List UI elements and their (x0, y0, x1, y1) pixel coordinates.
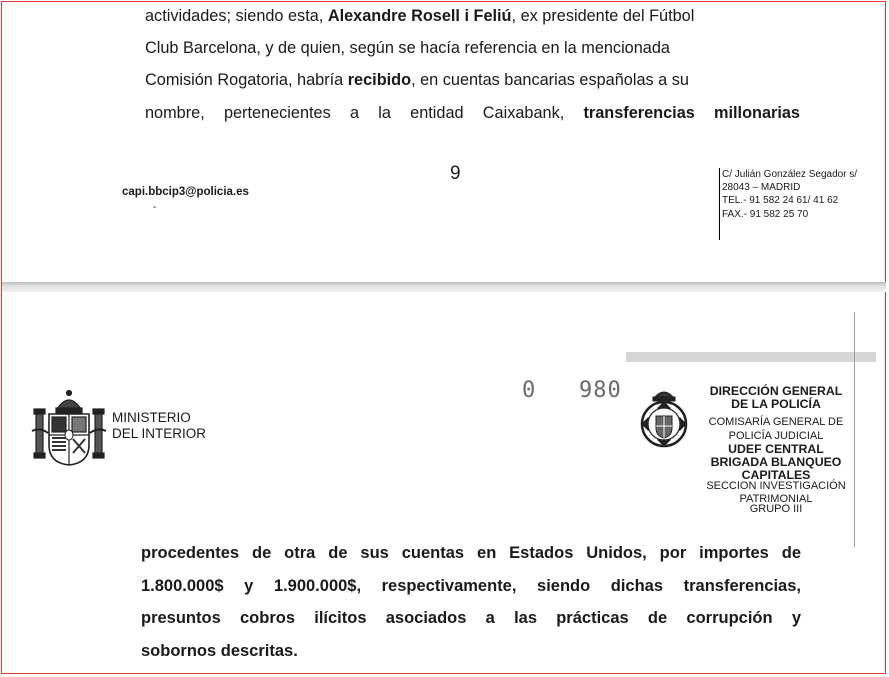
directorate-title: DIRECCIÓN GENERAL (709, 384, 843, 398)
body-line: sobornos descritas. (141, 641, 298, 660)
address-street: C/ Julián González Segador s/ (722, 169, 858, 180)
address-fax: FAX.- 91 582 25 70 (722, 208, 809, 220)
seccion-line-1: SECCION INVESTIGACIÓN (706, 480, 846, 493)
body-line: presuntos cobros ilícitos asociados a las prácticas de corrupción y (141, 609, 801, 627)
seccion-line-2: PATRIMONIAL (739, 493, 813, 506)
body-line (145, 0, 800, 32)
bold-term: recibido (347, 71, 412, 90)
brigada-unit: BRIGADA BLANQUEO (710, 455, 842, 470)
bold-term: transferencias millonarias (583, 103, 800, 122)
folio-stamp-number: 0 980 (522, 378, 622, 403)
page-divider (2, 282, 886, 292)
udef-unit: UDEF CENTRAL (728, 441, 824, 456)
text-run: Club Barcelona, y de quien, según se hacía referencia en la mencionada (145, 39, 670, 58)
directorate-subtitle: DE LA POLICÍA (731, 397, 821, 412)
police-directorate-header (686, 385, 866, 516)
ministry-name (112, 410, 206, 442)
document-page-10 (2, 292, 886, 674)
address-phone: TEL.- 91 582 24 61/ 41 62 (722, 195, 839, 207)
comisaria-line-2: POLICÍA JUDICIAL (728, 429, 824, 442)
page-9-body-text (145, 0, 800, 129)
body-line (145, 32, 800, 64)
person-name: Alexandre Rosell i Feliú (327, 7, 512, 25)
grupo-label: GRUPO III (749, 502, 803, 515)
footer-email: capi.bbcip3@policia.es (122, 186, 249, 198)
body-line (145, 64, 800, 96)
text-run: , en cuentas bancarias españolas a su (411, 71, 689, 90)
footer-address (719, 168, 882, 240)
page-number: 9 (450, 163, 461, 184)
document-page-9 (2, 0, 886, 282)
scan-shadow (626, 352, 876, 362)
text-run: nombre, pertenecientes a la entidad Caixabank, (145, 103, 584, 122)
ministry-line-1: MINISTERIO (112, 410, 191, 425)
address-city: 28043 – MADRID (722, 182, 801, 194)
brigada-unit-2: CAPITALES (741, 468, 811, 483)
text-run: Comisión Rogatoria, habría (145, 71, 348, 90)
body-line: procedentes de otra de sus cuentas en Estados Unidos, por importes de (141, 544, 801, 562)
police-emblem-icon (638, 386, 690, 454)
coat-of-arms-icon (30, 387, 108, 467)
body-line: 1.800.000$ y 1.900.000$, respectivamente, siendo dichas transferencias, (141, 576, 801, 595)
ministry-line-2: DEL INTERIOR (112, 426, 207, 441)
text-run: actividades; siendo esta, (145, 7, 328, 25)
text-run: , ex presidente del Fútbol (511, 7, 695, 25)
page-10-body-text (141, 537, 801, 667)
body-line (145, 97, 800, 129)
comisaria-line-1: COMISARÍA GENERAL DE (708, 416, 844, 429)
footer-mark: - (153, 202, 157, 213)
